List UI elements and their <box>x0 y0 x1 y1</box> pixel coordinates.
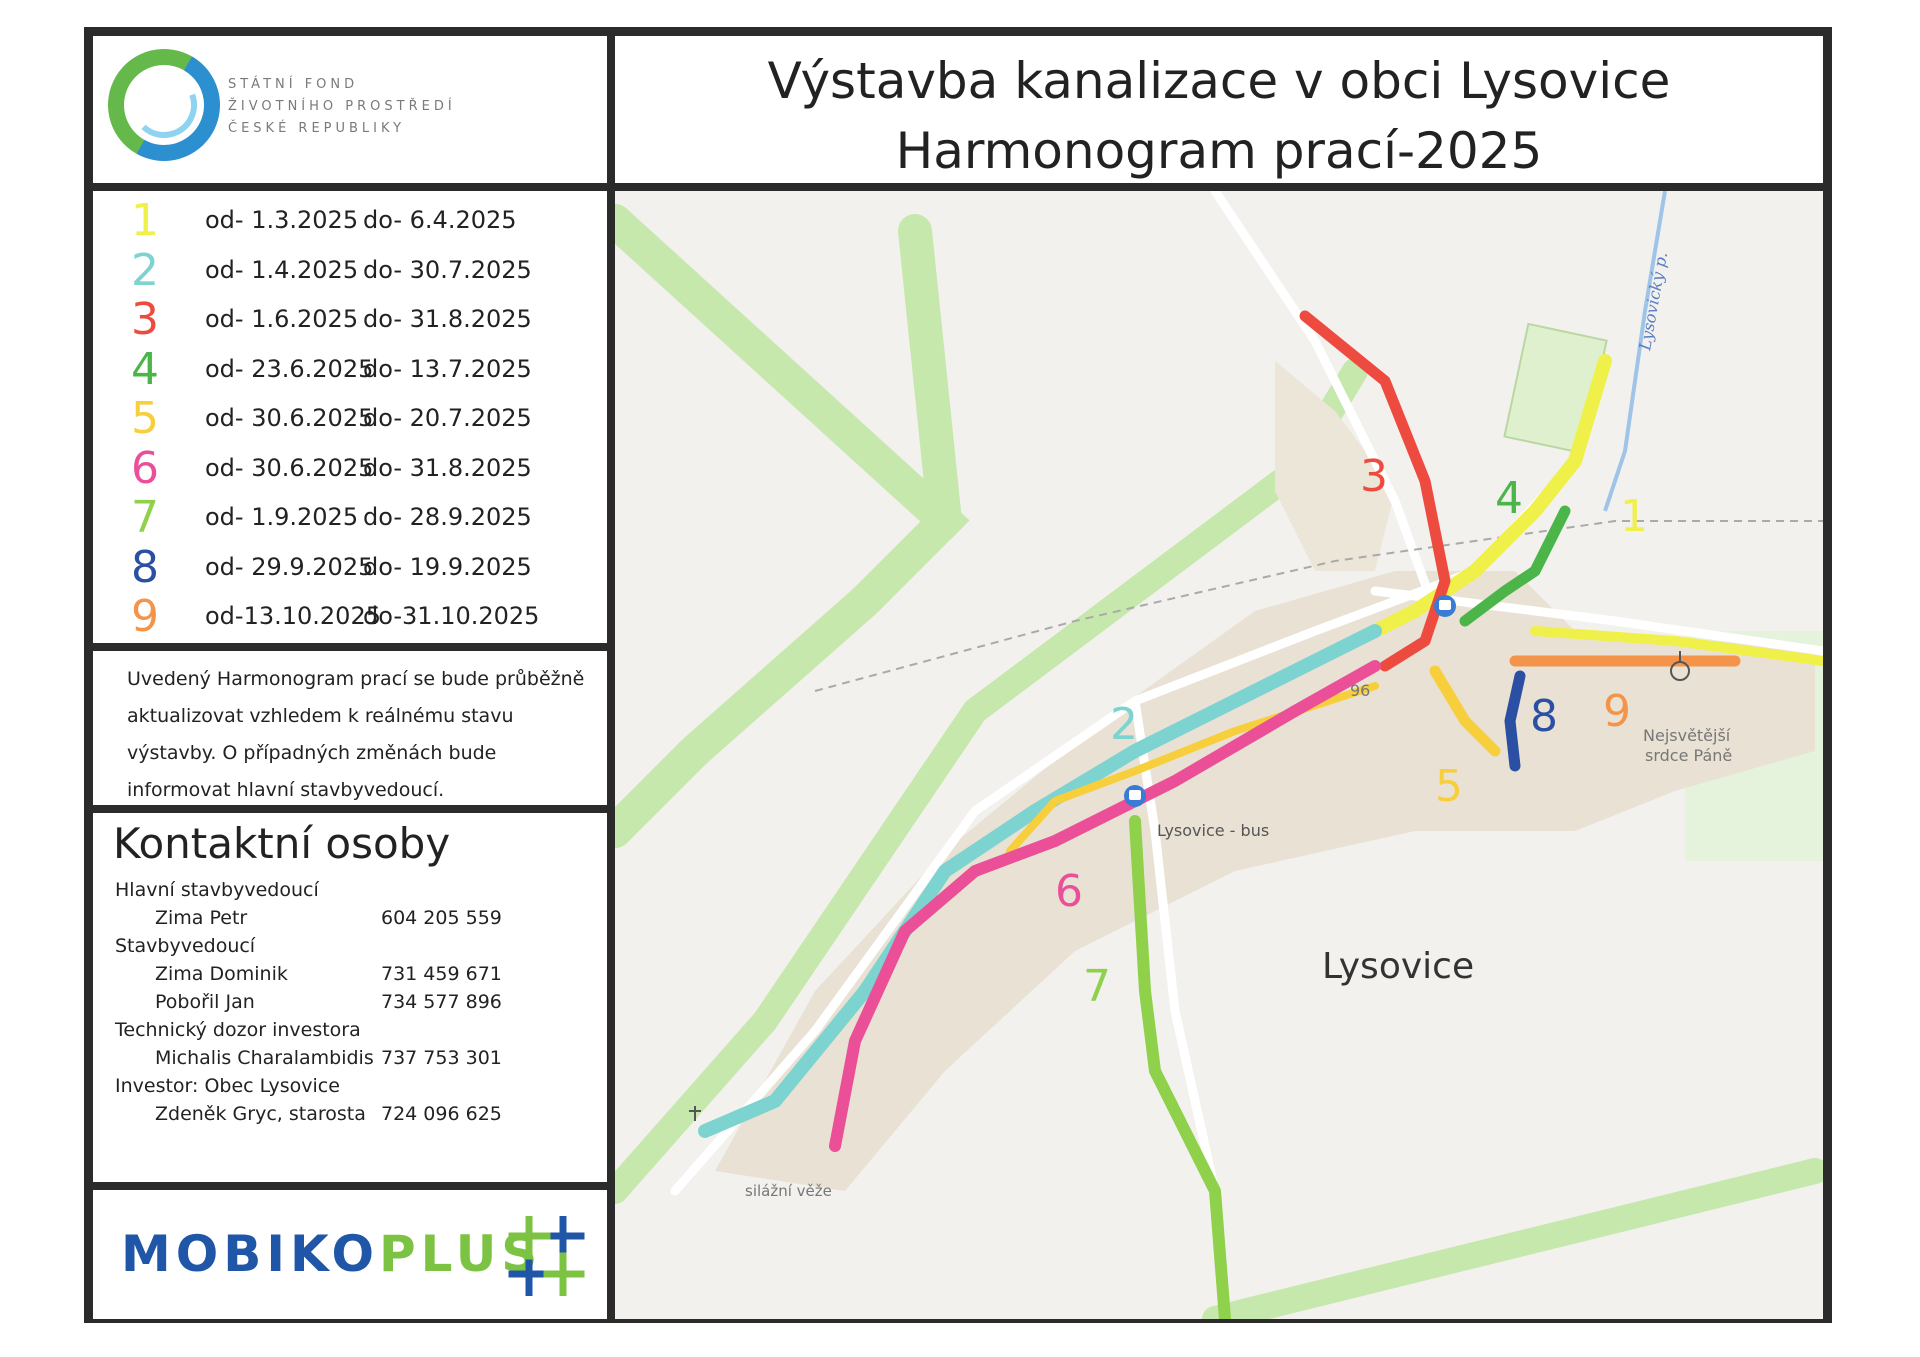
legend-from-date: od- 1.3.2025 <box>205 206 359 234</box>
fund-name-line1: STÁTNÍ FOND <box>228 77 359 92</box>
legend-to-date: do- 28.9.2025 <box>363 503 532 531</box>
map-panel <box>611 187 1827 1323</box>
legend-from-date: od- 29.9.2025 <box>205 552 374 581</box>
legend-to-date: do- 31.8.2025 <box>363 305 532 333</box>
bus-stop-north-icon <box>1434 595 1456 617</box>
route-label-7: 7 <box>1083 961 1111 1012</box>
fund-logo-panel <box>89 32 611 187</box>
brand-part1: MOBIKO <box>121 1225 379 1283</box>
contact-name: Michalis Charalambidis <box>155 1047 374 1069</box>
bus-stop-icon <box>1124 785 1146 807</box>
page-subtitle: Harmonogram prací-2025 <box>895 122 1543 180</box>
contact-name: Zdeněk Gryc, starosta <box>155 1103 366 1125</box>
legend-number: 5 <box>131 393 159 444</box>
legend-number: 4 <box>131 343 159 395</box>
legend-number: 1 <box>131 195 159 246</box>
legend-to-date: do- 19.9.2025 <box>363 552 532 581</box>
note-text: Uvedený Harmonogram prací se bude průběžně aktualizovat vzhledem k reálnému stavu výstavby. O případných změnách bude informovat hlavní stavbyvedoucí. <box>127 668 585 801</box>
contact-phone: 724 096 625 <box>381 1103 502 1125</box>
contact-role: Stavbyvedoucí <box>115 935 256 957</box>
fund-name <box>228 74 456 140</box>
route-label-1: 1 <box>1620 491 1648 542</box>
legend-from-date: od- 30.6.2025 <box>205 404 374 432</box>
legend-to-date: do- 13.7.2025 <box>363 354 532 383</box>
brand-plus-icon <box>507 1216 587 1296</box>
address-label: 96 <box>1350 681 1371 700</box>
legend-row <box>123 244 593 296</box>
route-label-5: 5 <box>1435 761 1463 812</box>
route-label-2: 2 <box>1110 699 1138 750</box>
legend-from-date: od- 1.4.2025 <box>205 255 359 284</box>
contact-phone: 731 459 671 <box>381 963 502 985</box>
silo-label: silážní věže <box>745 1182 832 1200</box>
legend-to-date: do- 31.8.2025 <box>363 453 532 482</box>
legend-number: 9 <box>131 591 159 642</box>
schedule-legend <box>89 187 611 647</box>
legend-row <box>123 395 593 443</box>
contact-name: Pobořil Jan <box>155 991 255 1013</box>
contacts-title: Kontaktní osoby <box>113 819 451 868</box>
contact-phone: 604 205 559 <box>381 907 502 929</box>
fund-logo-icon <box>107 48 222 163</box>
legend-number: 8 <box>131 541 159 593</box>
contact-name: Zima Dominik <box>155 963 288 985</box>
contact-role: Investor: Obec Lysovice <box>115 1075 340 1097</box>
legend-row <box>123 296 593 344</box>
legend-to-date: do- 6.4.2025 <box>363 206 517 234</box>
route-label-8: 8 <box>1530 691 1558 742</box>
legend-row <box>123 442 593 494</box>
legend-row <box>123 541 593 593</box>
route-label-9: 9 <box>1603 686 1631 737</box>
legend-from-date: od- 23.6.2025 <box>205 354 374 383</box>
legend-row <box>123 343 593 395</box>
legend-to-date: do- 30.7.2025 <box>363 255 532 284</box>
legend-to-date: do- 20.7.2025 <box>363 404 532 432</box>
contact-phone: 737 753 301 <box>381 1047 502 1069</box>
route-label-3: 3 <box>1360 451 1388 502</box>
page-title: Výstavba kanalizace v obci Lysovice <box>767 52 1671 110</box>
note-panel <box>89 647 611 809</box>
legend-from-date: od- 1.6.2025 <box>205 305 359 333</box>
brand-logo <box>121 1225 542 1283</box>
town-label: Lysovice <box>1322 946 1475 987</box>
legend-from-date: od- 30.6.2025 <box>205 453 374 482</box>
legend-to-date: do-31.10.2025 <box>363 602 540 630</box>
fund-name-line2: ŽIVOTNÍHO PROSTŘEDÍ <box>228 99 456 114</box>
brand-panel <box>89 1186 611 1323</box>
legend-row <box>123 494 593 542</box>
route-label-6: 6 <box>1055 866 1083 917</box>
legend-number: 7 <box>131 492 159 543</box>
church-label-2: srdce Páně <box>1645 746 1733 765</box>
legend-row <box>123 593 593 641</box>
contact-phone: 734 577 896 <box>381 991 502 1013</box>
contacts-panel <box>89 809 611 1186</box>
legend-number: 3 <box>131 294 159 345</box>
stream-label: Lysovický p. <box>1635 250 1672 352</box>
legend-from-date: od- 1.9.2025 <box>205 503 359 531</box>
schedule-sheet <box>84 27 1832 1323</box>
title-panel <box>611 32 1827 187</box>
legend-row <box>123 197 593 245</box>
contact-role: Hlavní stavbyvedoucí <box>115 879 319 901</box>
church-label-1: Nejsvětější <box>1643 726 1731 745</box>
brand-part2: PLUS <box>378 1225 543 1283</box>
legend-from-date: od-13.10.2025 <box>205 602 381 630</box>
contact-role: Technický dozor investora <box>115 1019 361 1041</box>
fund-name-line3: ČESKÉ REPUBLIKY <box>228 121 406 136</box>
contact-name: Zima Petr <box>155 907 248 929</box>
legend-number: 6 <box>131 442 159 494</box>
legend-number: 2 <box>131 244 159 296</box>
route-map <box>615 191 1823 1319</box>
route-label-4: 4 <box>1495 473 1523 524</box>
bus-stop-label: Lysovice - bus <box>1157 821 1270 840</box>
